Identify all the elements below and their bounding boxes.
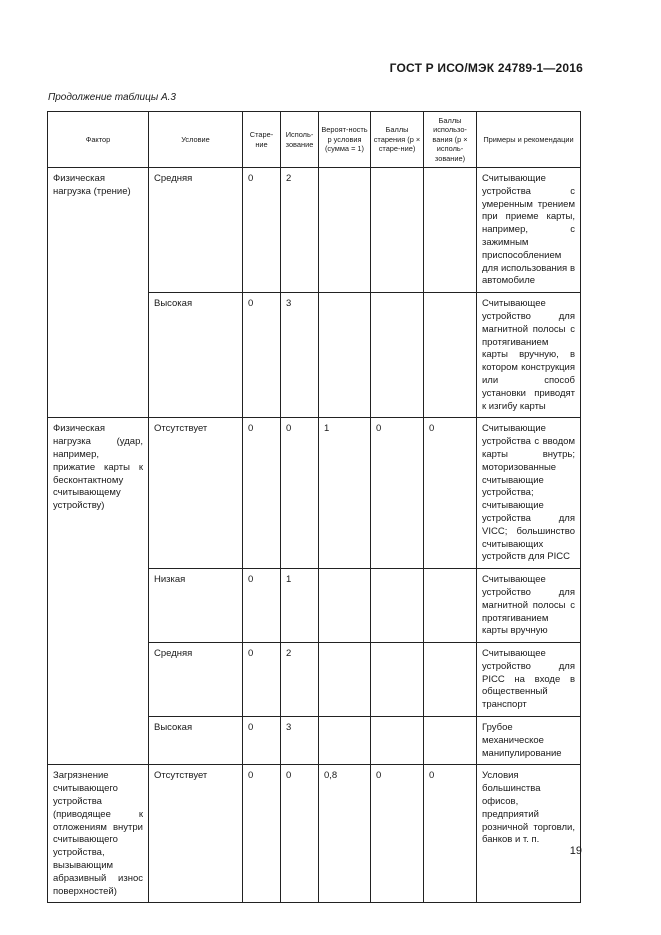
usage-score-cell <box>424 168 477 293</box>
table-header-row <box>48 112 581 168</box>
aging-score-cell <box>371 717 424 765</box>
probability-cell <box>319 569 371 643</box>
examples-cell: Считывающее устройство для магнитной полосы с протягиванием карты вручную, в котором конструкция или способ установки приводят к изгибу карты <box>477 293 581 418</box>
probability-cell <box>319 643 371 717</box>
aging-cell: 0 <box>243 643 281 717</box>
col-header-aging: Старе-ние <box>243 112 281 168</box>
usage-cell: 0 <box>281 765 319 903</box>
table-row <box>48 765 581 903</box>
probability-cell <box>319 168 371 293</box>
col-header-probability: Вероят-ность p условия (сумма = 1) <box>319 112 371 168</box>
page-number: 19 <box>569 845 582 857</box>
usage-cell: 2 <box>281 643 319 717</box>
table-row <box>48 168 581 293</box>
condition-cell: Отсутствует <box>149 418 243 569</box>
requirements-table <box>47 111 581 903</box>
condition-cell: Отсутствует <box>149 765 243 903</box>
usage-score-cell <box>424 293 477 418</box>
aging-score-cell <box>371 168 424 293</box>
probability-cell: 1 <box>319 418 371 569</box>
examples-cell: Считывающие устройства с вводом карты внутрь; моторизованные считывающие устройства; считывающие устройства для VICC; большинство считывающих устройств для PICC <box>477 418 581 569</box>
aging-cell: 0 <box>243 569 281 643</box>
usage-score-cell: 0 <box>424 765 477 903</box>
aging-cell: 0 <box>243 168 281 293</box>
condition-cell: Средняя <box>149 643 243 717</box>
usage-score-cell: 0 <box>424 418 477 569</box>
col-header-usage-score: Баллы использо-вания (p × исполь-зование) <box>424 112 477 168</box>
aging-score-cell: 0 <box>371 418 424 569</box>
factor-cell: Загрязнение считывающего устройства (приводящее к отложениям внутри считывающего устройства, вызывающим абразивный износ поверхностей) <box>48 765 149 903</box>
condition-cell: Высокая <box>149 717 243 765</box>
usage-score-cell <box>424 643 477 717</box>
probability-cell: 0,8 <box>319 765 371 903</box>
col-header-examples: Примеры и рекомендации <box>477 112 581 168</box>
col-header-condition: Условие <box>149 112 243 168</box>
col-header-usage: Исполь-зование <box>281 112 319 168</box>
usage-cell: 1 <box>281 569 319 643</box>
condition-cell: Низкая <box>149 569 243 643</box>
examples-cell: Считывающие устройства с умеренным трением при приеме карты, например, с зажимным приспособлением для использования в автомобиле <box>477 168 581 293</box>
probability-cell <box>319 717 371 765</box>
usage-cell: 3 <box>281 717 319 765</box>
usage-cell: 3 <box>281 293 319 418</box>
col-header-aging-score: Баллы старения (p × старе-ние) <box>371 112 424 168</box>
table-row <box>48 418 581 569</box>
col-header-factor: Фактор <box>48 112 149 168</box>
table-caption: Продолжение таблицы А.3 <box>48 92 176 103</box>
probability-cell <box>319 293 371 418</box>
condition-cell: Высокая <box>149 293 243 418</box>
aging-score-cell <box>371 293 424 418</box>
examples-cell: Считывающее устройство для магнитной полосы с протягиванием карты вручную <box>477 569 581 643</box>
usage-score-cell <box>424 569 477 643</box>
aging-cell: 0 <box>243 765 281 903</box>
examples-cell: Считывающее устройство для PICC на входе в общественный транспорт <box>477 643 581 717</box>
factor-cell: Физическая нагрузка (удар, например, прижатие карты к бесконтактному считывающему устройству) <box>48 418 149 765</box>
examples-cell: Грубое механическое манипулирование <box>477 717 581 765</box>
aging-cell: 0 <box>243 293 281 418</box>
aging-score-cell <box>371 643 424 717</box>
standard-code-header: ГОСТ Р ИСО/МЭК 24789-1—2016 <box>389 61 583 75</box>
aging-score-cell <box>371 569 424 643</box>
aging-cell: 0 <box>243 418 281 569</box>
examples-cell: Условия большинства офисов, предприятий розничной торговли, банков и т. п. <box>477 765 581 903</box>
aging-cell: 0 <box>243 717 281 765</box>
factor-cell: Физическая нагрузка (трение) <box>48 168 149 418</box>
condition-cell: Средняя <box>149 168 243 293</box>
usage-cell: 0 <box>281 418 319 569</box>
usage-cell: 2 <box>281 168 319 293</box>
usage-score-cell <box>424 717 477 765</box>
aging-score-cell: 0 <box>371 765 424 903</box>
